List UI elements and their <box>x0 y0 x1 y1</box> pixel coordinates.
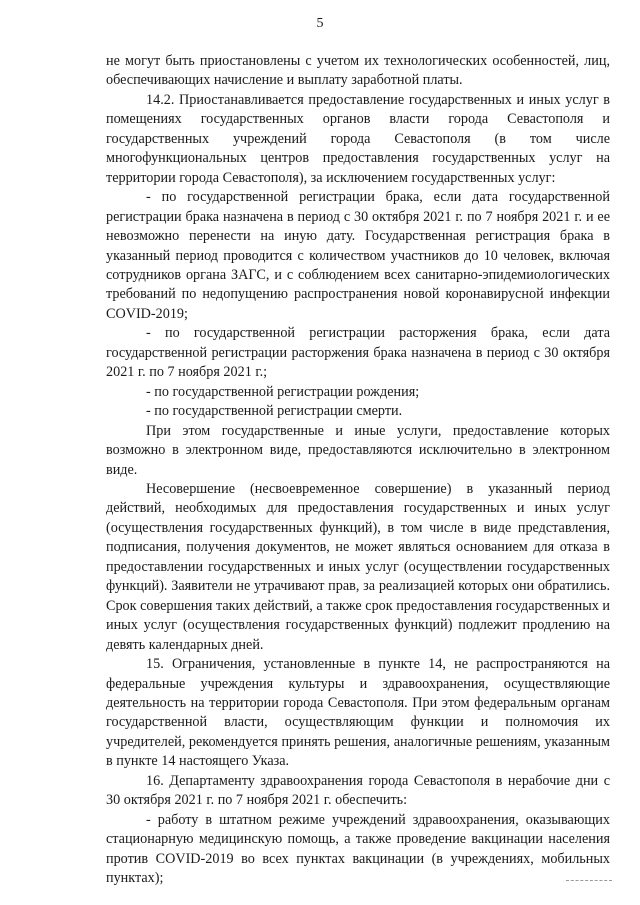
document-body <box>106 52 610 888</box>
page-number: 5 <box>316 16 324 31</box>
paragraph: - по государственной регистрации рождения; <box>146 383 420 400</box>
paragraph: - по государственной регистрации брака, если дата государственной регистрации брака назначена в период с 30 октября 2021 г. по 7 ноября 2021 г. и ее невозможно перенести на иную дату. Государственная регистрация брака в указанный период проводится с количеством участников до 10 человек, включая сотрудников органа ЗАГС, и с соблюдением всех санитарно-эпидемиологических требований по недопущению распространения новой коронавирусной инфекции COVID-2019; <box>106 189 610 322</box>
paragraph: 14.2. Приостанавливается предоставление государственных и иных услуг в помещениях государственных органов власти города Севастополя и государственных учреждений города Севастополя (в том числе многофункциональных центров предоставления государственных услуг на территории города Севастополя), за исключением государственных услуг: <box>106 91 610 186</box>
paragraph: При этом государственные и иные услуги, предоставление которых возможно в электронном виде, предоставляются исключительно в электронном виде. <box>106 422 610 478</box>
paragraph: - по государственной регистрации смерти. <box>146 403 403 420</box>
paragraph: - по государственной регистрации расторжения брака, если дата государственной регистрации расторжения брака назначена в период с 30 октября 2021 г. по 7 ноября 2021 г.; <box>106 325 610 381</box>
paragraph: 16. Департаменту здравоохранения города Севастополя в нерабочие дни с 30 октября 2021 г. по 7 ноября 2021 г. обеспечить: <box>106 772 610 809</box>
scan-artifact-line <box>566 880 612 881</box>
paragraph: Несовершение (несвоевременное совершение) в указанный период действий, необходимых для предоставления государственных и иных услуг (осуществления государственных функций), в том числе в виде представления, подписания, получения документов, не может являться основанием для отказа в предоставлении государственных и иных услуг (осуществлении государственных функций). Заявители не утрачивают прав, за реализацией которых они обратились. Срок совершения таких действий, а также срок предоставления государственных и иных услуг (осуществления государственных функций) подлежит продлению на девять календарных дней. <box>106 480 610 653</box>
paragraph: не могут быть приостановлены с учетом их технологических особенностей, лиц, обеспечивающих начисление и выплату заработной платы. <box>106 53 610 89</box>
paragraph: 15. Ограничения, установленные в пункте 14, не распространяются на федеральные учреждения культуры и здравоохранения, осуществляющие деятельность на территории города Севастополя. При этом федеральным органам государственной власти, осуществляющим функции и полномочия их учредителей, рекомендуется принять решения, аналогичные решениям, указанным в пункте 14 настоящего Указа. <box>106 656 610 770</box>
paragraph: - работу в штатном режиме учреждений здравоохранения, оказывающих стационарную медицинскую помощь, а также проведение вакцинации населения против COVID-2019 во всех пунктах вакцинации (в учреждениях, мобильных пунктах); <box>106 811 610 887</box>
